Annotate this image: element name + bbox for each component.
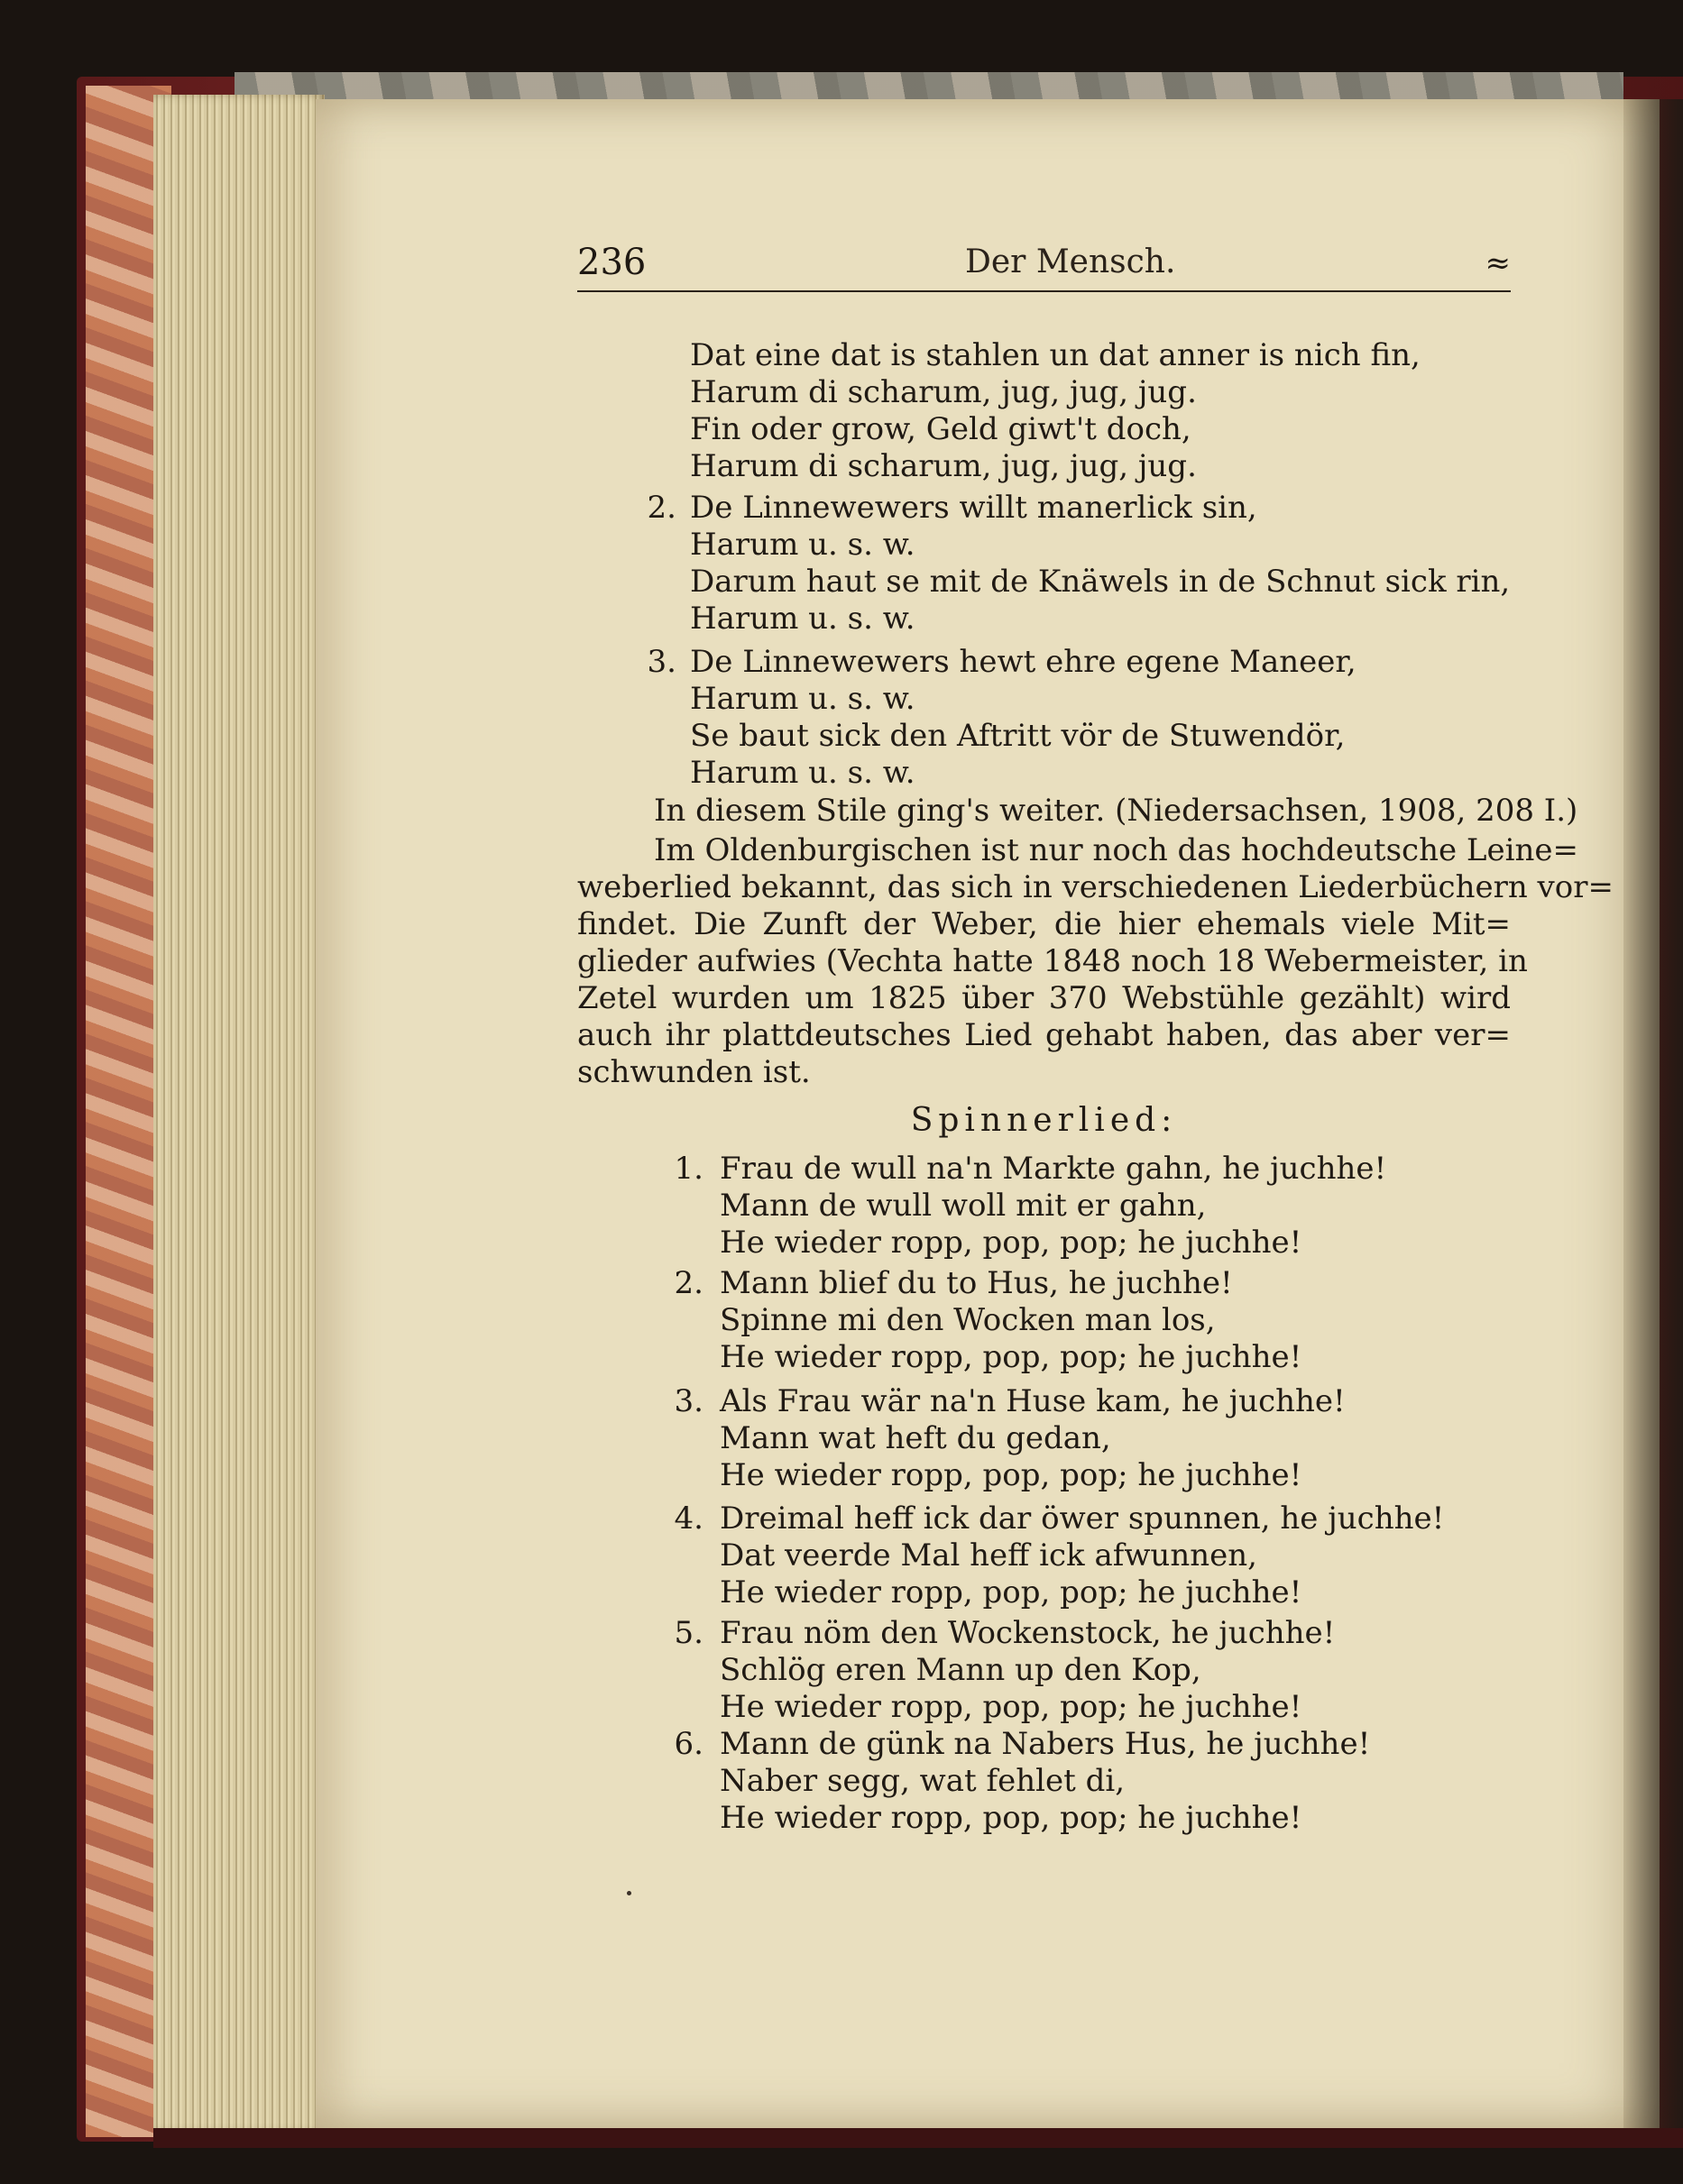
stanza-number: 1. (674, 1151, 704, 1187)
verse-line: Dat eine dat is stahlen un dat anner is nich fin, (690, 337, 1421, 373)
paragraph-line: Zetel wurden um 1825 über 370 Webstühle gezählt) wird (577, 980, 1511, 1016)
verse-line: Harum di scharum, jug, jug, jug. (690, 374, 1197, 410)
verse-line: Mann blief du to Hus, he juchhe! (720, 1265, 1233, 1301)
paragraph-line: Im Oldenburgischen ist nur noch das hochdeutsche Leine= (654, 832, 1578, 868)
page-number: 236 (577, 242, 647, 283)
verse-line: Se baut sick den Aftritt vör de Stuwendör, (690, 718, 1346, 754)
verse-line: De Linnewewers hewt ehre egene Maneer, (690, 644, 1357, 680)
paragraph-line: auch ihr plattdeutsches Lied gehabt haben, das aber ver= (577, 1017, 1511, 1053)
stanza-number: 3. (647, 644, 676, 680)
verse-line: Mann de wull woll mit er gahn, (720, 1188, 1207, 1224)
page-title: Der Mensch. (965, 243, 1176, 280)
song-heading: Spinnerlied: (910, 1102, 1178, 1139)
verse-line: Naber segg, wat fehlet di, (720, 1763, 1126, 1799)
verse-line: Fin oder grow, Geld giwt't doch, (690, 411, 1191, 447)
verse-line: Harum u. s. w. (690, 527, 915, 563)
stanza-number: 3. (674, 1383, 704, 1419)
verse-line: He wieder ropp, pop, pop; he juchhe! (720, 1339, 1302, 1375)
verse-line: He wieder ropp, pop, pop; he juchhe! (720, 1225, 1302, 1261)
stanza-number: 6. (674, 1726, 704, 1762)
verse-line: Spinne mi den Wocken man los, (720, 1302, 1216, 1338)
paragraph-line: In diesem Stile ging's weiter. (Niedersachsen, 1908, 208 I.) (654, 793, 1578, 829)
catchword-mark: ≈ (1485, 245, 1511, 281)
verse-line: Harum u. s. w. (690, 681, 915, 717)
stanza-number: 4. (674, 1500, 704, 1537)
verse-line: He wieder ropp, pop, pop; he juchhe! (720, 1800, 1302, 1836)
paragraph-line: glieder aufwies (Vechta hatte 1848 noch 18 Webermeister, in (577, 943, 1528, 979)
verse-line: Harum di scharum, jug, jug, jug. (690, 448, 1197, 484)
paragraph-line: schwunden ist. (577, 1054, 811, 1090)
verse-line: Frau nöm den Wockenstock, he juchhe! (720, 1615, 1336, 1651)
verse-line: He wieder ropp, pop, pop; he juchhe! (720, 1574, 1302, 1610)
verse-line: Dreimal heff ick dar öwer spunnen, he juchhe! (720, 1500, 1445, 1537)
verse-line: Frau de wull na'n Markte gahn, he juchhe! (720, 1151, 1387, 1187)
gutter-shadow (1623, 99, 1683, 2128)
paragraph-line: findet. Die Zunft der Weber, die hier ehemals viele Mit= (577, 906, 1511, 942)
verse-line: He wieder ropp, pop, pop; he juchhe! (720, 1689, 1302, 1725)
verse-line: Mann wat heft du gedan, (720, 1420, 1111, 1456)
stanza-number: 5. (674, 1615, 704, 1651)
verse-line: De Linnewewers willt manerlick sin, (690, 490, 1257, 526)
stanza-number: 2. (647, 490, 676, 526)
running-head (577, 242, 1511, 296)
verse-line: Harum u. s. w. (690, 601, 915, 637)
verse-line: He wieder ropp, pop, pop; he juchhe! (720, 1457, 1302, 1493)
verse-line: Dat veerde Mal heff ick afwunnen, (720, 1537, 1257, 1574)
verse-line: Darum haut se mit de Knäwels in de Schnut sick rin, (690, 564, 1511, 600)
verse-line: Schlög eren Mann up den Kop, (720, 1652, 1201, 1688)
verse-line: Als Frau wär na'n Huse kam, he juchhe! (720, 1383, 1346, 1419)
verse-line: Mann de günk na Nabers Hus, he juchhe! (720, 1726, 1371, 1762)
cover-bottom-edge (153, 2128, 1683, 2148)
verse-line: Harum u. s. w. (690, 755, 915, 791)
ink-speck (627, 1891, 631, 1895)
page-edges (153, 95, 325, 2133)
paragraph-line: weberlied bekannt, das sich in verschiedenen Liederbüchern vor= (577, 869, 1614, 905)
header-rule (577, 290, 1511, 292)
stanza-number: 2. (674, 1265, 704, 1301)
